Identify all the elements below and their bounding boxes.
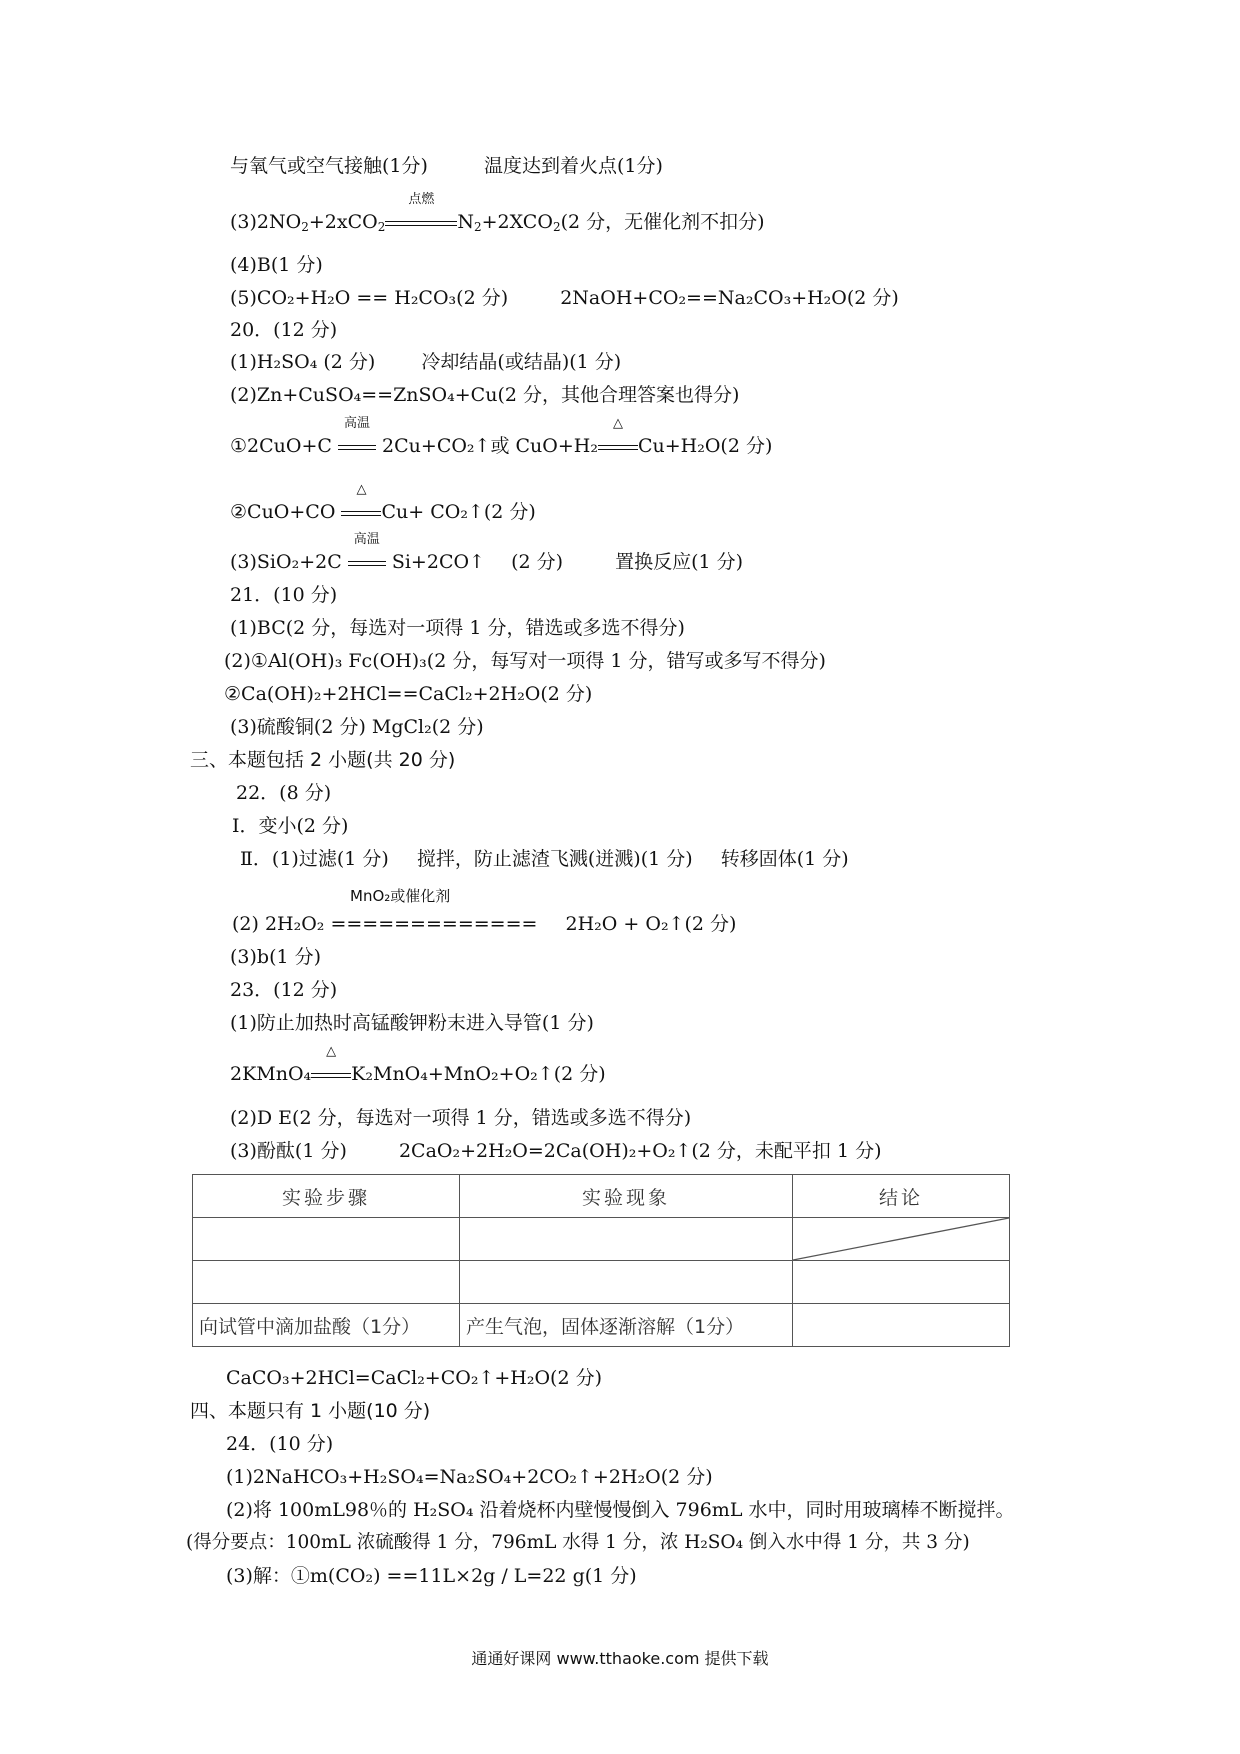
answer-text: Ⅱ．(1)过滤(1 分) (240, 848, 389, 870)
question-number: 23．(12 分) (230, 979, 338, 1001)
answer-line: (3)b(1 分) (230, 946, 322, 968)
answer-line: (1)2NaHCO₃+H₂SO₄=Na₂SO₄+2CO₂↑+2H₂O(2 分) (226, 1466, 713, 1488)
reaction-arrow (385, 192, 457, 234)
formula-text: (1)H₂SO₄ (2 分) (230, 351, 376, 373)
reaction-condition: △ (356, 482, 367, 497)
answer-line: (得分要点：100mL 浓硫酸得 1 分，796mL 水得 1 分，浓 H₂SO₄ 倒入水中得 1 分，共 3 分) (186, 1532, 970, 1553)
reaction-condition: 高温 (353, 532, 380, 547)
header-phenomenon: 实验现象 (460, 1175, 793, 1218)
answer-text: 置换反应(1 分) (615, 551, 744, 573)
question-number: 22．(8 分) (236, 782, 332, 804)
answer-text: 冷却结晶(或结晶)(1 分) (421, 351, 622, 373)
table-cell (460, 1261, 793, 1304)
reaction-condition: 高温 (343, 416, 370, 431)
table-cell (793, 1304, 1010, 1347)
formula-text: 2CaO₂+2H₂O=2Ca(OH)₂+O₂↑(2 分，未配平扣 1 分) (398, 1140, 882, 1162)
answer-text: 搅拌，防止滤渣飞溅(迸溅)(1 分) (416, 848, 693, 870)
score-text: (2 分，无催化剂不扣分) (560, 211, 765, 233)
table-row (193, 1261, 1010, 1304)
answer-text: 温度达到着火点(1分) (484, 155, 663, 177)
reaction-arrow (348, 532, 386, 574)
table-cell (193, 1218, 460, 1261)
formula-text: 2Cu+CO₂↑或 CuO+H₂ (382, 435, 598, 457)
header-conclusion: 结论 (793, 1175, 1010, 1218)
question-number: 20．(12 分) (230, 319, 338, 341)
answer-line: (1)防止加热时高锰酸钾粉末进入导管(1 分) (230, 1012, 594, 1034)
diagonal-line (793, 1218, 1009, 1260)
answer-text: 转移固体(1 分) (720, 848, 849, 870)
answer-line (230, 1139, 882, 1163)
answer-line: (1)BC(2 分，每选对一项得 1 分，错选或多选不得分) (230, 617, 685, 639)
answer-line: (2)Zn+CuSO₄==ZnSO₄+Cu(2 分，其他合理答案也得分) (230, 384, 740, 406)
reaction-condition: △ (612, 416, 623, 431)
formula-text: ①2CuO+C (230, 435, 332, 457)
answer-line: ②Ca(OH)₂+2HCl==CaCl₂+2H₂O(2 分) (224, 683, 593, 705)
answer-line: (2)D E(2 分，每选对一项得 1 分，错选或多选不得分) (230, 1107, 692, 1129)
answer-line: (3)硫酸铜(2 分) MgCl₂(2 分) (230, 716, 484, 738)
table-cell: 向试管中滴加盐酸（1分） (193, 1304, 460, 1347)
formula-text: 2KMnO₄ (230, 1063, 312, 1085)
formula-text: (3)SiO₂+2C (230, 551, 342, 573)
reaction-condition: MnO₂或催化剂 (350, 887, 451, 905)
formula-text: ②CuO+CO (230, 501, 336, 523)
equation-line (230, 416, 773, 458)
answer-line (230, 286, 899, 310)
formula-text: 2H₂O + O₂↑(2 分) (565, 913, 737, 935)
table-cell-diagonal (793, 1218, 1010, 1261)
formula-text: Cu+ CO₂↑(2 分) (381, 501, 536, 523)
table-cell: 产生气泡，固体逐渐溶解（1分） (460, 1304, 793, 1347)
formula-text: K₂MnO₄+MnO₂+O₂↑(2 分) (351, 1063, 606, 1085)
reaction-arrow (341, 482, 381, 524)
answer-line (230, 350, 621, 374)
table-row (193, 1218, 1010, 1261)
answer-line: I．变小(2 分) (232, 815, 349, 837)
answer-line (240, 847, 849, 871)
equation-line: CaCO₃+2HCl=CaCl₂+CO₂↑+H₂O(2 分) (226, 1367, 603, 1389)
answer-line: (4)B(1 分) (230, 254, 323, 276)
formula-text: Si+2CO↑ (391, 551, 485, 573)
reaction-arrow (598, 416, 638, 458)
formula-text: (5)CO₂+H₂O == H₂CO₃(2 分) (230, 287, 509, 309)
reaction-condition: △ (326, 1044, 337, 1059)
equation-line: $(3)2NO_2+2xCO_2$ 点燃 $N_2+2XCO_2(2$ 分，无催化剂不扣分) (230, 192, 765, 234)
reaction-condition: 点燃 (408, 192, 435, 207)
formula-text: Cu+H₂O(2 分) (637, 435, 773, 457)
formula-text: +2XCO (481, 211, 553, 233)
reaction-arrow (338, 416, 376, 458)
answer-line: (2)将 100mL98％的 H₂SO₄ 沿着烧杯内壁慢慢倒入 796mL 水中，同时用玻璃棒不断搅拌。 (226, 1499, 1015, 1521)
table-header-row (193, 1175, 1010, 1218)
answer-line (230, 154, 663, 178)
score-text: (2 分) (511, 551, 564, 573)
formula-text: (3)2NO (230, 211, 302, 233)
question-number: 21．(10 分) (230, 584, 338, 606)
section-heading: 三、本题包括 2 小题(共 20 分) (190, 749, 456, 771)
formula-text: N (457, 211, 474, 233)
equation-line (230, 1044, 606, 1086)
reaction-arrow (311, 1044, 351, 1086)
formula-text: 2NaOH+CO₂==Na₂CO₃+H₂O(2 分) (560, 287, 899, 309)
answer-text: 与氧气或空气接触(1分) (230, 155, 428, 177)
table-row (193, 1304, 1010, 1347)
section-heading: 四、本题只有 1 小题(10 分) (190, 1400, 431, 1422)
formula-text: (2) 2H₂O₂ ============= (232, 913, 538, 935)
answer-text: (3)酚酞(1 分) (230, 1140, 347, 1162)
table-cell (193, 1261, 460, 1304)
experiment-table (192, 1174, 1010, 1347)
question-number: 24．(10 分) (226, 1433, 334, 1455)
answer-line: (3)解：①m(CO₂) ==11L×2g / L=22 g(1 分) (226, 1565, 637, 1587)
equation-line (230, 532, 744, 574)
header-step: 实验步骤 (193, 1175, 460, 1218)
table-cell (460, 1218, 793, 1261)
equation-line (230, 482, 536, 524)
equation-line (232, 912, 736, 936)
table-cell (793, 1261, 1010, 1304)
footer-credit: 通通好课网 www.tthaoke.com 提供下载 (471, 1649, 769, 1668)
answer-line: (2)①Al(OH)₃ Fc(OH)₃(2 分，每写对一项得 1 分，错写或多写不得分) (224, 650, 826, 672)
